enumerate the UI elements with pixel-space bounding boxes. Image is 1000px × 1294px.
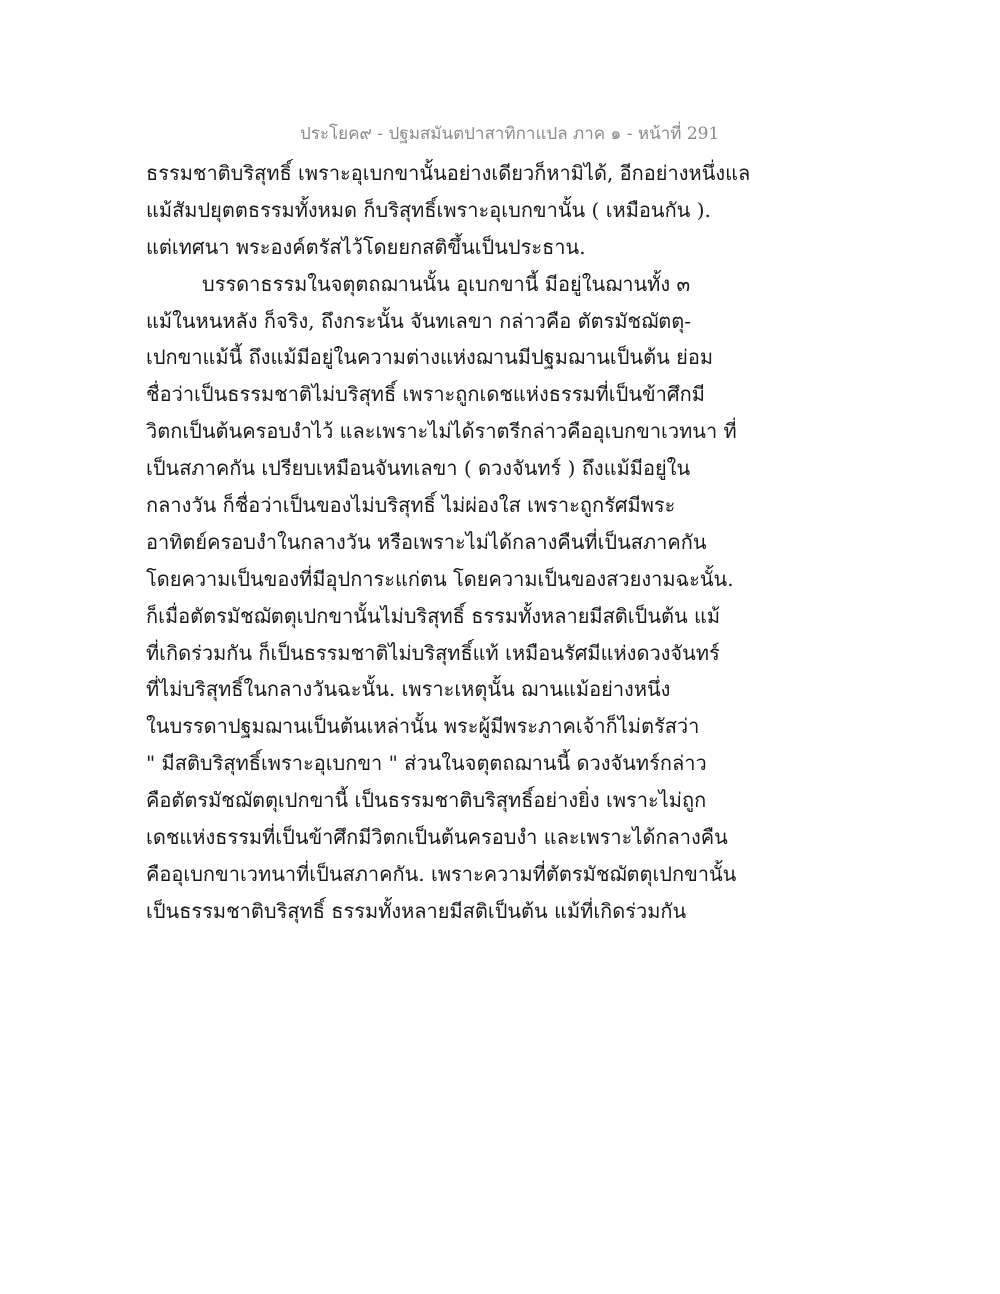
text-line: คือตัตรมัชฌัตตุเปกขานี้ เป็นธรรมชาติบริสุทธิ์อย่างยิ่ง เพราะไม่ถูก [146,788,707,813]
text-line: เป็นธรรมชาติบริสุทธิ์ ธรรมทั้งหลายมีสติเป็นต้น แม้ที่เกิดร่วมกัน [146,898,687,923]
text-line: เป็นสภาคกัน เปรียบเหมือนจันทเลขา ( ดวงจันทร์ ) ถึงแม้มีอยู่ใน [146,456,691,481]
body-text [146,155,751,930]
text-line: แม้สัมปยุตตธรรมทั้งหมด ก็บริสุทธิ์เพราะอุเบกขานั้น ( เหมือนกัน ). [146,197,711,222]
paragraph-first-line: บรรดาธรรมในจตุตถฌานนั้น อุเบกขานี้ มีอยู่ในฌานทั้ง ๓ [202,271,691,296]
text-line: เปกขาแม้นี้ ถึงแม้มีอยู่ในความต่างแห่งฌานมีปฐมฌานเป็นต้น ย่อม [146,345,714,370]
text-line: คืออุเบกขาเวทนาที่เป็นสภาคกัน. เพราะความที่ตัตรมัชฌัตตุเปกขานั้น [146,861,737,886]
text-line: เดชแห่งธรรมที่เป็นข้าศึกมีวิตกเป็นต้นครอบงำ และเพราะได้กลางคืน [146,825,728,850]
text-line: แม้ในหนหลัง ก็จริง, ถึงกระนั้น จันทเลขา กล่าวคือ ตัตรมัชฌัตตุ- [146,308,691,333]
text-line: " มีสติบริสุทธิ์เพราะอุเบกขา " ส่วนในจตุตถฌานนี้ ดวงจันทร์กล่าว [146,751,707,776]
text-line: อาทิตย์ครอบงำในกลางวัน หรือเพราะไม่ได้กลางคืนที่เป็นสภาคกัน [146,529,707,554]
text-line: ในบรรดาปฐมฌานเป็นต้นเหล่านั้น พระผู้มีพระภาคเจ้าก็ไม่ตรัสว่า [146,714,700,739]
text-line: ก็เมื่อตัตรมัชฌัตตุเปกขานั้นไม่บริสุทธิ์ ธรรมทั้งหลายมีสติเป็นต้น แม้ [146,603,721,628]
text-line: วิตกเป็นต้นครอบงำไว้ และเพราะไม่ได้ราตรีกล่าวคืออุเบกขาเวทนา ที่ [146,419,737,444]
running-header: ประโยค๙ - ปฐมสมันตปาสาทิกาแปล ภาค ๑ - หน้าที่ 291 [300,124,720,144]
text-line: กลางวัน ก็ชื่อว่าเป็นของไม่บริสุทธิ์ ไม่ผ่องใส เพราะถูกรัศมีพระ [146,493,676,518]
text-line: ธรรมชาติบริสุทธิ์ เพราะอุเบกขานั้นอย่างเดียวก็หามิได้, อีกอย่างหนึ่งแล [146,161,751,185]
text-line: โดยความเป็นของที่มีอุปการะแก่ตน โดยความเป็นของสวยงามฉะนั้น. [146,566,734,591]
text-line: ชื่อว่าเป็นธรรมชาติไม่บริสุทธิ์ เพราะถูกเดชแห่งธรรมที่เป็นข้าศึกมี [146,382,705,407]
text-line: ที่เกิดร่วมกัน ก็เป็นธรรมชาติไม่บริสุทธิ์แท้ เหมือนรัศมีแห่งดวงจันทร์ [146,640,720,665]
text-line: ที่ไม่บริสุทธิ์ในกลางวันฉะนั้น. เพราะเหตุนั้น ฌานแม้อย่างหนึ่ง [146,677,671,702]
text-line: แต่เทศนา พระองค์ตรัสไว้โดยยกสติขึ้นเป็นประธาน. [146,234,586,259]
